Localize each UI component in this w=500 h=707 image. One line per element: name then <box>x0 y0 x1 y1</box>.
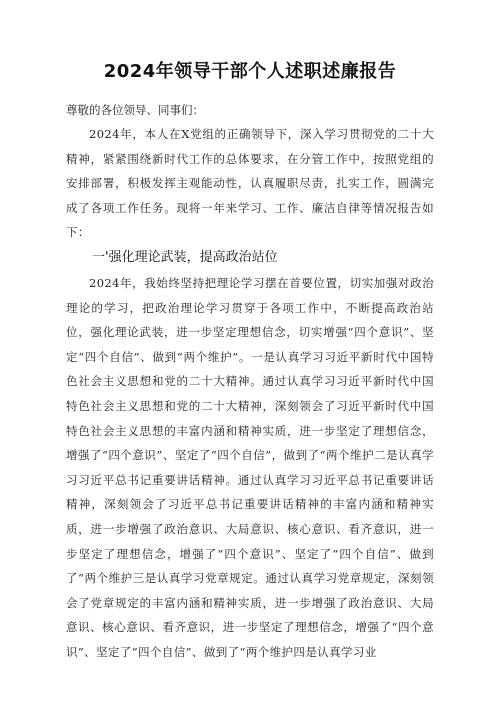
section-body-paragraph: 2024年，我始终坚持把理论学习摆在首要位置，切实加强对政治理论的学习，把政治理论学习贯穿于各项工作中，不断提高政治站位，强化理论武装，进一步坚定理想信念，切实增强“四个意识”、坚定“四个自信”、做到“两个维护”。一是认真学习习近平新时代中国特色社会主义思想和党的二十大精神。通过认真学习习近平新时代中国特色社会主义思想和党的二十大精神，深刻领会了习近平新时代中国特色社会主义思想的丰富内涵和精神实质，进一步坚定了理想信念，增强了“四个意识”、坚定了“四个自信”，做到了“两个维护二是认真学习习近平总书记重要讲话精神。通过认真学习习近平总书记重要讲话精神，深刻领会了习近平总书记重要讲话精神的丰富内涵和精神实质，进一步增强了政治意识、大局意识、核心意识、看齐意识，进一步坚定了理想信念，增强了“四个意识”、坚定了“四个自信”、做到了“两个维护三是认真学习党章规定。通过认真学习党章规定，深刻领会了党章规定的丰富内涵和精神实质，进一步增强了政治意识、大局意识、核心意识、看齐意识，进一步坚定了理想信念，增强了“四个意识”、坚定了“四个自信”、做到了“两个维护四是认真学习业 <box>66 275 434 659</box>
salutation: 尊敬的各位领导、同事们： <box>66 103 204 117</box>
document-title: 2024年领导干部个人述职述廉报告 <box>103 61 397 82</box>
intro-paragraph: 2024年，本人在X党组的正确领导下，深入学习贯彻党的二十大精神，紧紧围绕新时代工作的总体要求，在分管工作中，按照党组的安排部署，积极发挥主观能动性，认真履职尽责，扎实工作，圆满完成了各项工作任务。现将一年来学习、工作、廉洁自律等情况报告如下： <box>66 127 434 240</box>
section-heading: 一'强化理论武装，提高政治站位 <box>92 249 278 265</box>
